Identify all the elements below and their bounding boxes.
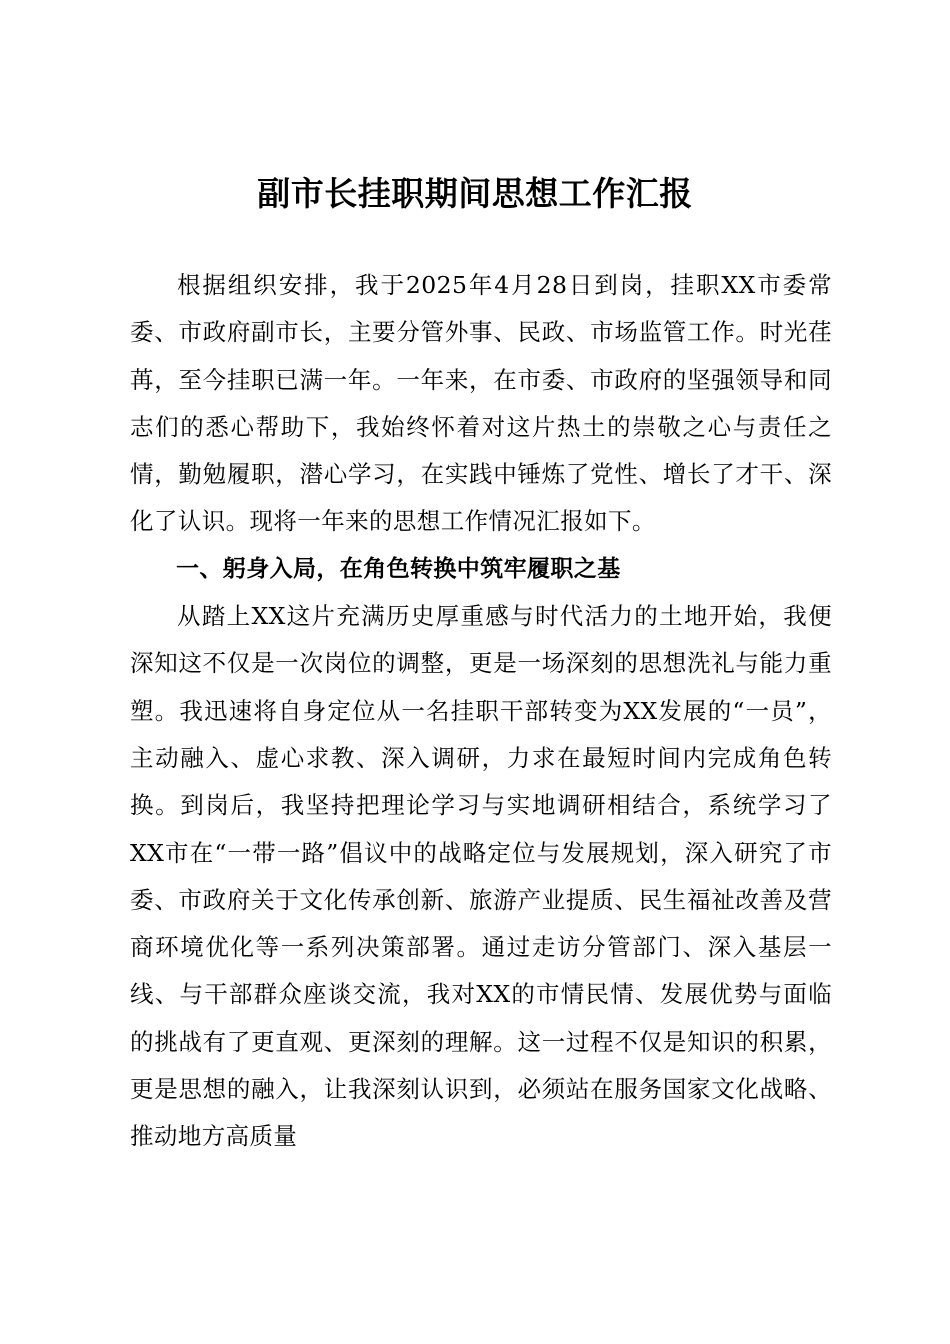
intro-paragraph: 根据组织安排，我于2025年4月28日到岗，挂职XX市委常委、市政府副市长，主要分管外事、民政、市场监管工作。时光荏苒，至今挂职已满一年。一年来，在市委、市政府的坚强领导和同志们的悉心帮助下，我始终怀着对这片热土的崇敬之心与责任之情，勤勉履职，潜心学习，在实践中锤炼了党性、增长了才干、深化了认识。现将一年来的思想工作情况汇报如下。 — [130, 271, 832, 536]
document-title: 副市长挂职期间思想工作汇报 — [257, 174, 693, 213]
section-paragraph: 从踏上XX这片充满历史厚重感与时代活力的土地开始，我便深知这不仅是一次岗位的调整，更是一场深刻的思想洗礼与能力重塑。我迅速将自身定位从一名挂职干部转变为XX发展的“一员”，主动融入、虚心求教、深入调研，力求在最短时间内完成角色转换。到岗后，我坚持把理论学习与实地调研相结合，系统学习了XX市在“一带一路”倡议中的战略定位与发展规划，深入研究了市委、市政府关于文化传承创新、旅游产业提质、民生福祉改善及营商环境优化等一系列决策部署。通过走访分管部门、深入基层一线、与干部群众座谈交流，我对XX的市情民情、发展优势与面临的挑战有了更直观、更深刻的理解。这一过程不仅是知识的积累，更是思想的融入，让我深刻认识到，必须站在服务国家文化战略、推动地方高质量 — [130, 602, 832, 1151]
section-heading: 一、躬身入局，在角色转换中筑牢履职之基 — [176, 555, 621, 582]
document-body — [130, 262, 832, 1161]
